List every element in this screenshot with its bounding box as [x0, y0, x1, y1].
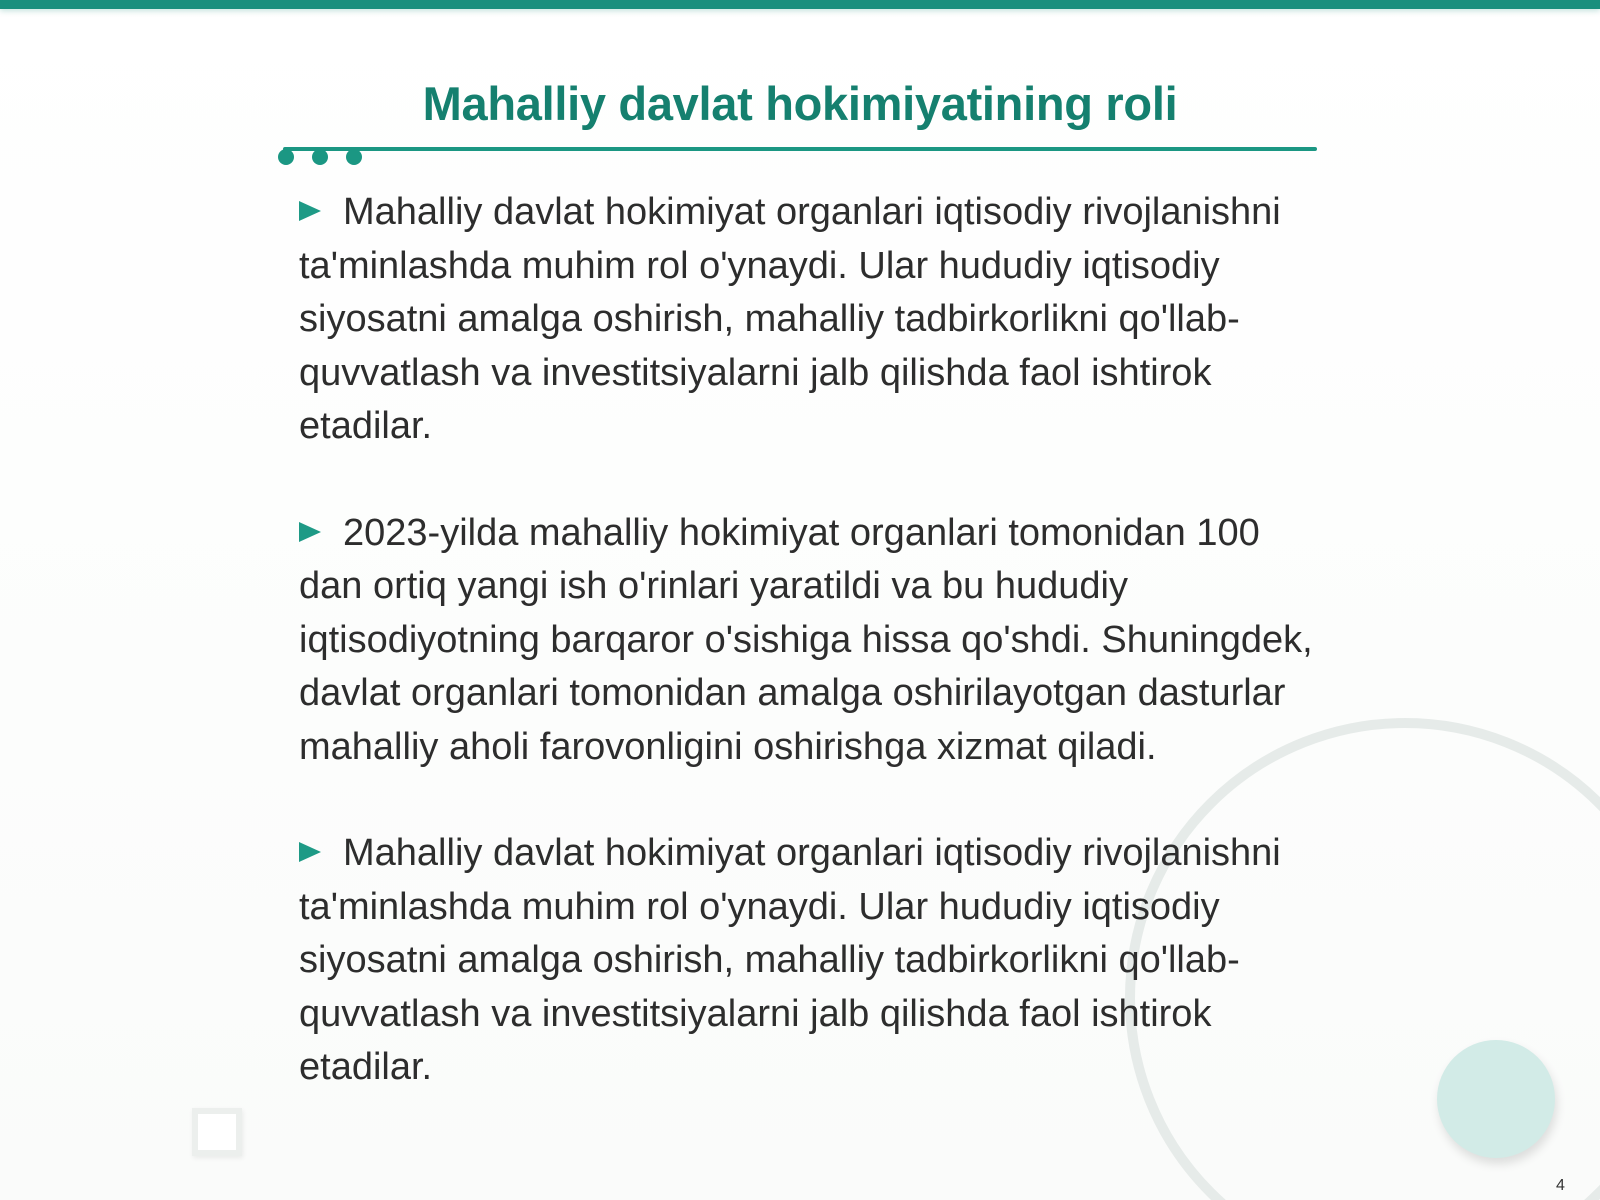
underline-dot	[278, 149, 294, 165]
title-underline	[283, 147, 1317, 151]
bullet-text: Mahalliy davlat hokimiyat organlari iqtisodiy rivojlanishni ta'minlashda muhim rol o'ynaydi. Ular hududiy iqtisodiy siyosatni amalga oshirish, mahalliy tadbirkorlikni qo'llab-quvvatlash va investitsiyalarni jalb qilishda faol ishtirok etadilar.	[299, 832, 1281, 1088]
bullet-list	[299, 186, 1329, 1148]
bullet-paragraph	[299, 827, 1329, 1095]
bullet-paragraph	[299, 186, 1329, 454]
underline-dot	[346, 149, 362, 165]
slide-title: Mahalliy davlat hokimiyatining roli	[422, 77, 1178, 130]
underline-dot	[312, 149, 328, 165]
page-number: 4	[1556, 1177, 1565, 1194]
decorative-square	[192, 1108, 242, 1156]
top-accent-bar	[0, 0, 1600, 9]
decorative-circle	[1437, 1040, 1555, 1158]
triangle-bullet-icon	[299, 842, 321, 862]
bullet-text: 2023-yilda mahalliy hokimiyat organlari tomonidan 100 dan ortiq yangi ish o'rinlari yaratildi va bu hududiy iqtisodiyotning barqaror o'sishiga hissa qo'shdi. Shuningdek, davlat organlari tomonidan amalga oshirilayotgan dasturlar mahalliy aholi farovonligini oshirishga xizmat qiladi.	[299, 511, 1313, 768]
bullet-text: Mahalliy davlat hokimiyat organlari iqtisodiy rivojlanishni ta'minlashda muhim rol o'ynaydi. Ular hududiy iqtisodiy siyosatni amalga oshirish, mahalliy tadbirkorlikni qo'llab-quvvatlash va investitsiyalarni jalb qilishda faol ishtirok etadilar.	[299, 191, 1281, 447]
triangle-bullet-icon	[299, 522, 321, 542]
bullet-paragraph	[299, 507, 1329, 775]
triangle-bullet-icon	[299, 201, 321, 221]
